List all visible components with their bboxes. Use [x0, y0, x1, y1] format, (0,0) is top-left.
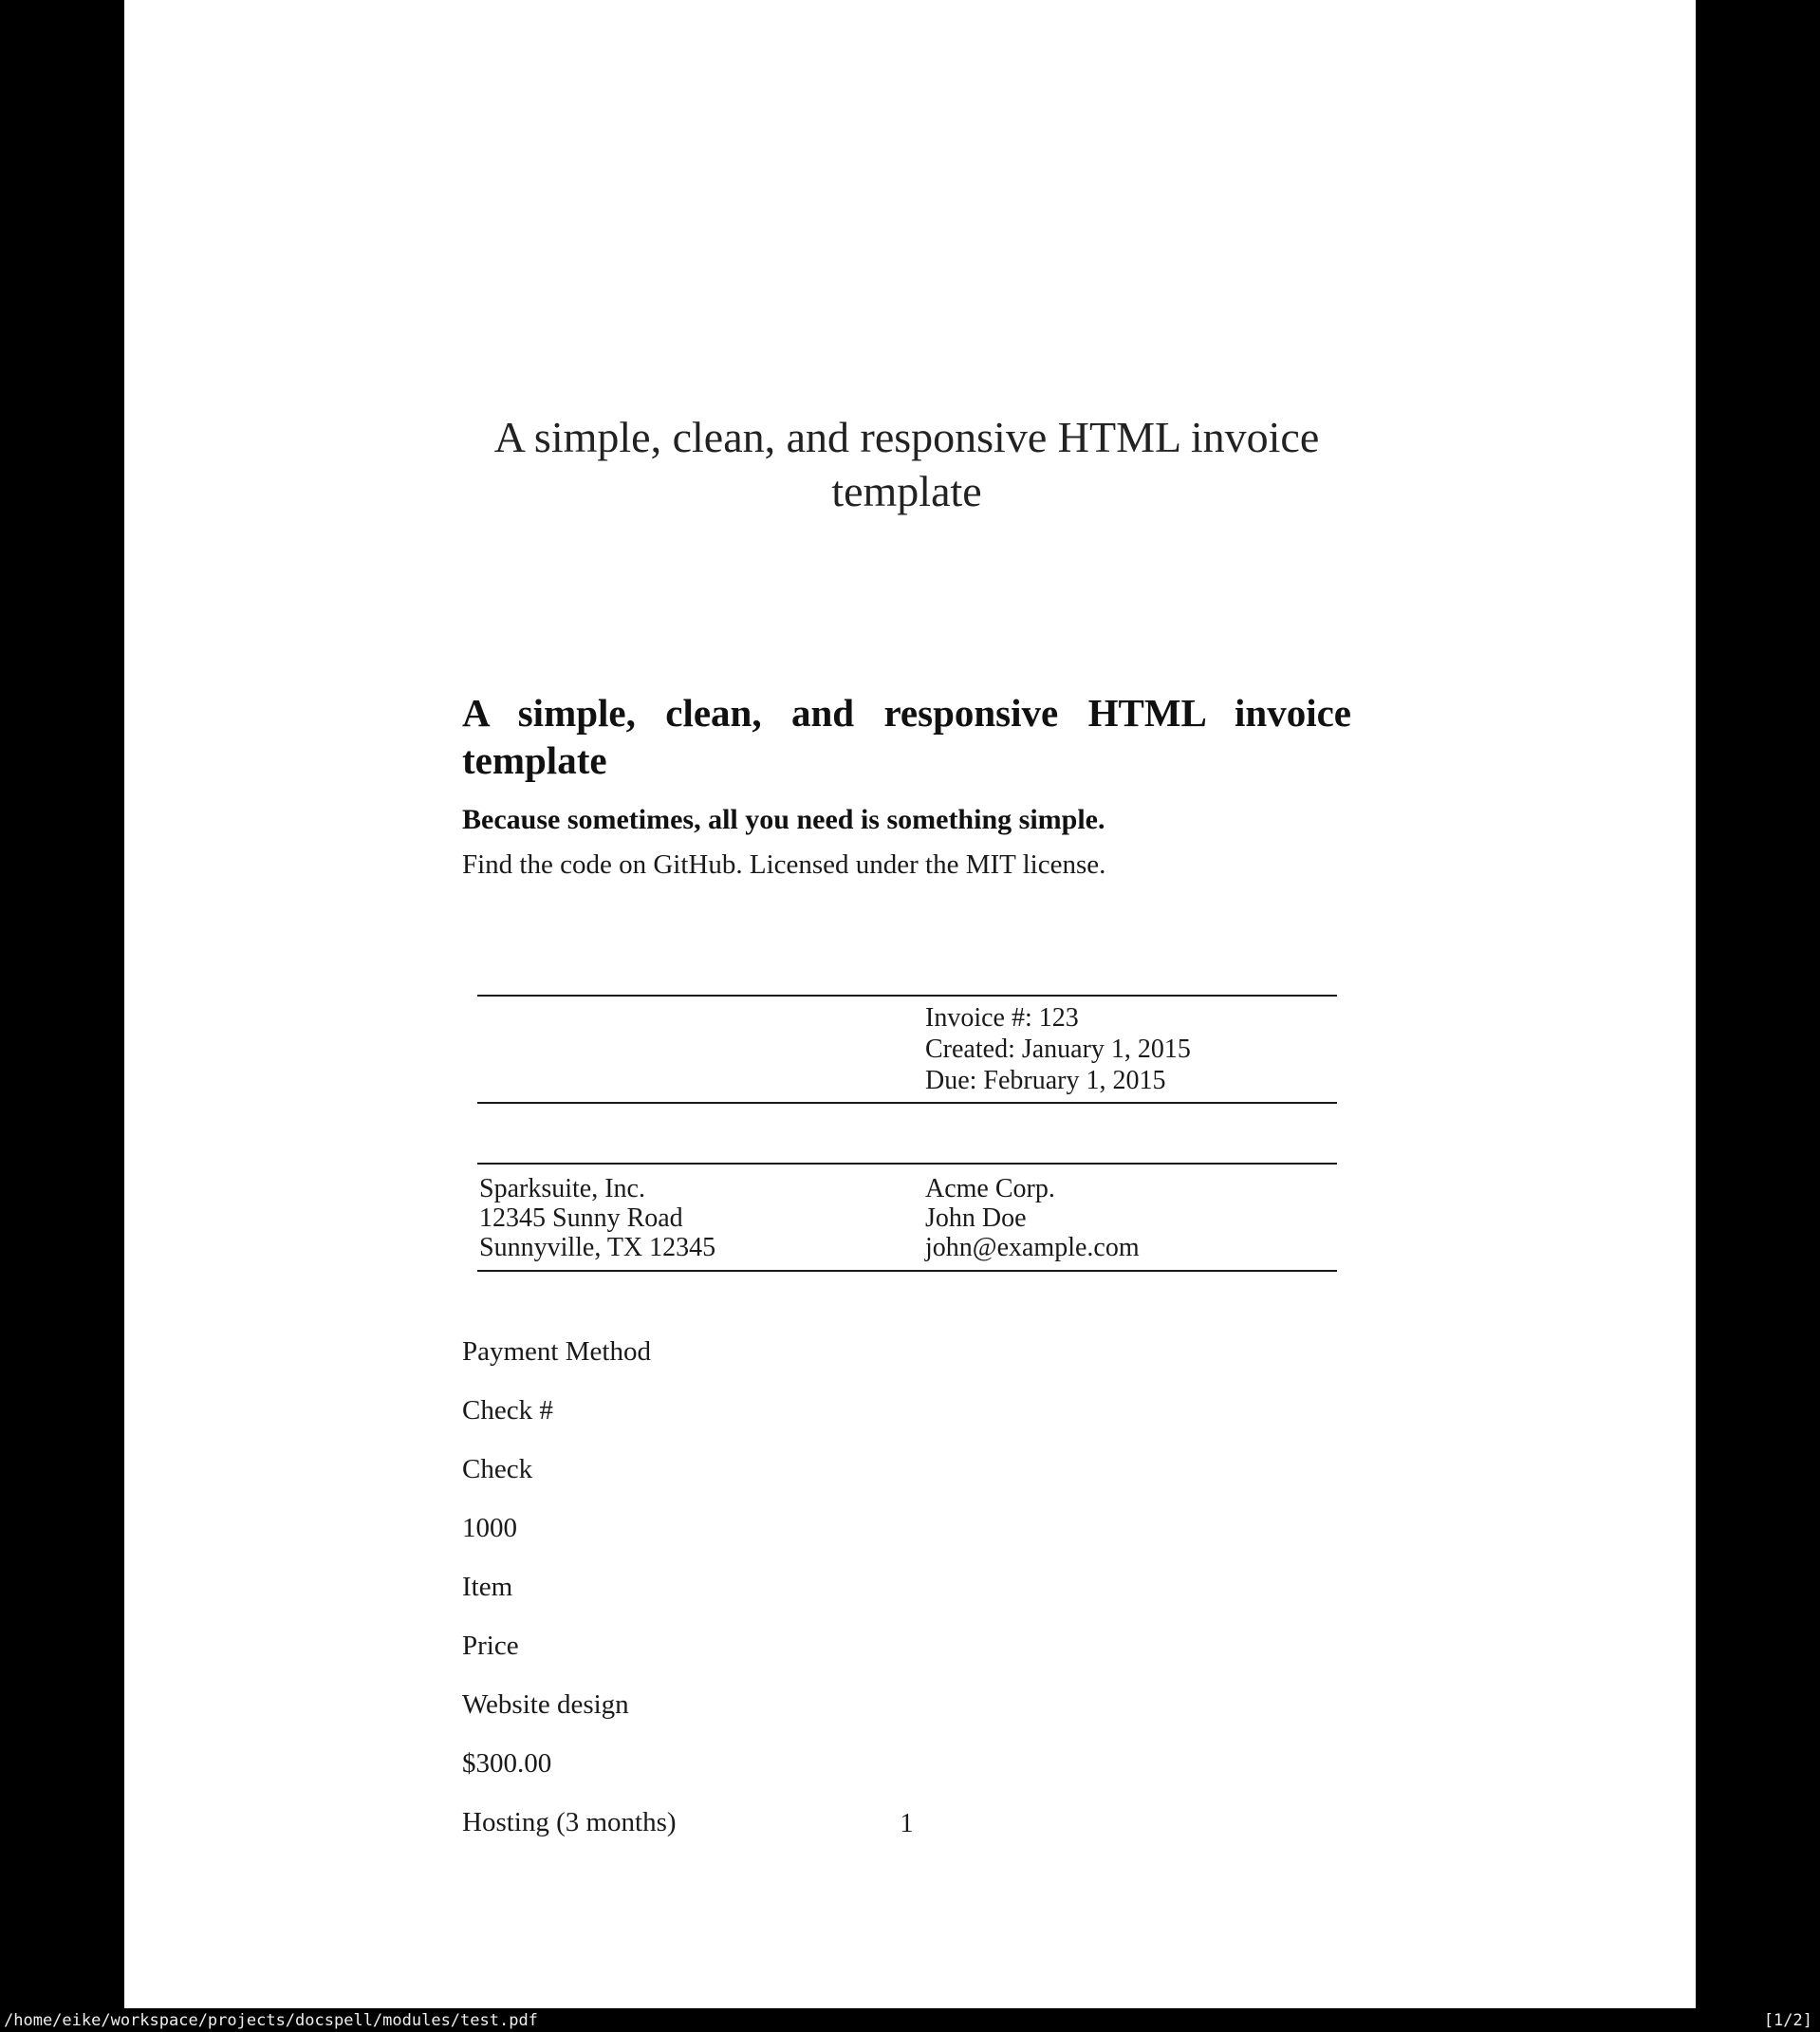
address-to-column	[925, 1174, 1337, 1262]
document-title	[462, 410, 1351, 518]
item-line: 1000	[462, 1513, 517, 1543]
item-line: Payment Method	[462, 1336, 651, 1367]
page-number: 1	[900, 1809, 914, 1838]
item-line: Check #	[462, 1395, 553, 1426]
item-line: Hosting (3 months)	[462, 1807, 677, 1837]
item-line: $300.00	[462, 1748, 552, 1779]
document-title-line-2: template	[831, 467, 982, 515]
document-title-line-1: A simple, clean, and responsive HTML invoice	[493, 413, 1320, 461]
invoice-number-row: Invoice #: 123	[925, 1003, 1079, 1033]
section-heading	[462, 689, 1351, 784]
invoice-meta-table	[477, 995, 1337, 1104]
invoice-addresses-table	[477, 1163, 1337, 1272]
invoice-items-list	[462, 1333, 1351, 1863]
statusbar-page-indicator: [1/2]	[1763, 2010, 1812, 2030]
tagline-text: Because sometimes, all you need is something simple.	[462, 804, 1105, 835]
invoice-created-row: Created: January 1, 2015	[925, 1035, 1191, 1064]
address-from-line-1: Sparksuite, Inc.	[479, 1174, 645, 1203]
statusbar-file-path: /home/eike/workspace/projects/docspell/modules/test.pdf	[4, 2010, 538, 2030]
item-line: Check	[462, 1454, 533, 1484]
address-to-line-3: john@example.com	[925, 1233, 1140, 1262]
address-to-line-1: Acme Corp.	[925, 1174, 1055, 1203]
address-from-line-3: Sunnyville, TX 12345	[479, 1233, 716, 1262]
pdf-page[interactable]	[124, 0, 1696, 2008]
license-text: Find the code on GitHub. Licensed under the MIT license.	[462, 849, 1106, 880]
invoice-due-row: Due: February 1, 2015	[925, 1066, 1166, 1095]
section-heading-line-1: A simple, clean, and responsive HTML invoice	[462, 691, 1351, 735]
item-line: Website design	[462, 1689, 629, 1720]
item-line: Price	[462, 1631, 519, 1661]
statusbar	[0, 2008, 1820, 2032]
item-line: Item	[462, 1572, 513, 1602]
address-from-column	[479, 1174, 925, 1262]
address-from-line-2: 12345 Sunny Road	[479, 1203, 683, 1233]
address-to-line-2: John Doe	[925, 1203, 1027, 1233]
section-heading-line-2: template	[462, 738, 607, 782]
